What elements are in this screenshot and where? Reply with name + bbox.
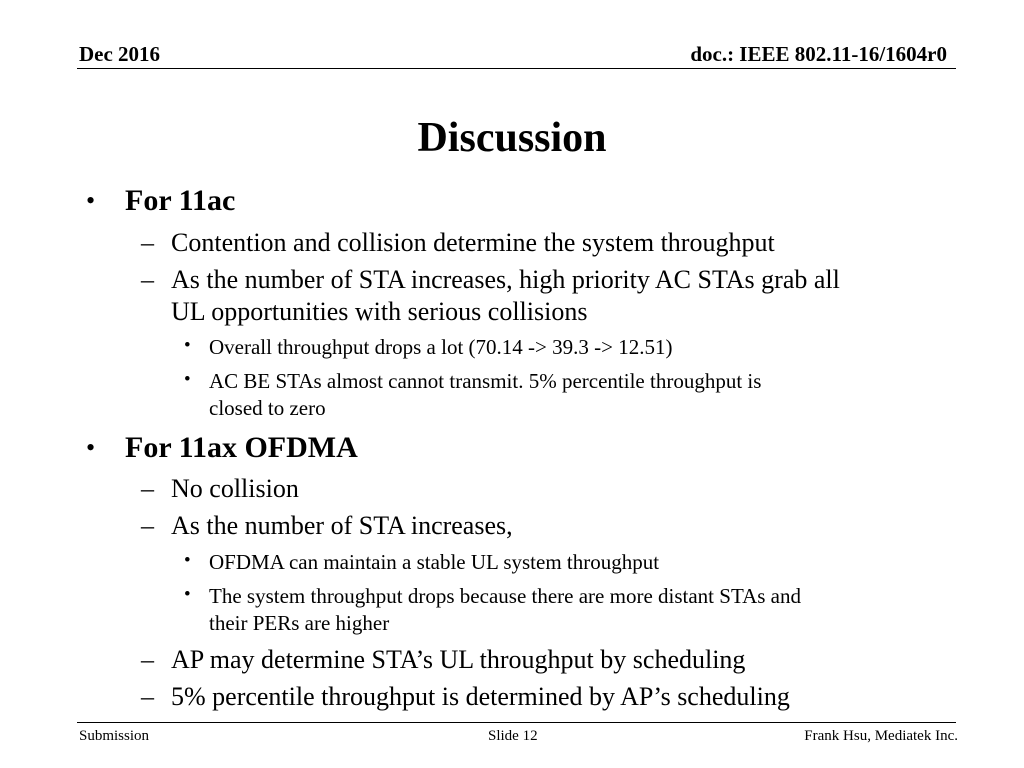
sub-list-item-continuation: closed to zero <box>209 396 326 420</box>
list-item: AP may determine STA’s UL throughput by scheduling <box>171 645 746 674</box>
bullet-icon: • <box>86 186 96 215</box>
sub-list-item: OFDMA can maintain a stable UL system throughput <box>209 550 660 574</box>
dash-icon: – <box>141 682 154 711</box>
sub-list-item: AC BE STAs almost cannot transmit. 5% percentile throughput is <box>209 369 762 393</box>
bullet-icon: • <box>184 335 191 356</box>
dash-icon: – <box>141 645 154 674</box>
dash-icon: – <box>141 511 154 540</box>
section-heading-11ac: For 11ac <box>125 184 236 217</box>
list-item: As the number of STA increases, high priority AC STAs grab all <box>171 265 840 294</box>
list-item: Contention and collision determine the system throughput <box>171 228 775 257</box>
dash-icon: – <box>141 474 154 503</box>
sub-list-item: Overall throughput drops a lot (70.14 -> 39.3 -> 12.51) <box>209 335 673 359</box>
header-divider <box>77 68 956 69</box>
header-doc-id: doc.: IEEE 802.11-16/1604r0 <box>690 42 947 66</box>
bullet-icon: • <box>184 584 191 605</box>
sub-list-item-continuation: their PERs are higher <box>209 611 390 635</box>
list-item-continuation: UL opportunities with serious collisions <box>171 297 588 326</box>
footer-submission: Submission <box>79 728 150 744</box>
list-item: No collision <box>171 474 299 503</box>
sub-list-item: The system throughput drops because there are more distant STAs and <box>209 584 801 608</box>
bullet-icon: • <box>86 433 96 462</box>
list-item: 5% percentile throughput is determined by AP’s scheduling <box>171 682 790 711</box>
section-heading-11ax-ofdma: For 11ax OFDMA <box>125 431 358 464</box>
dash-icon: – <box>141 228 154 257</box>
list-item: As the number of STA increases, <box>171 511 513 540</box>
header-date: Dec 2016 <box>79 42 161 66</box>
footer-author: Frank Hsu, Mediatek Inc. <box>804 728 958 744</box>
dash-icon: – <box>141 265 154 294</box>
slide-title: Discussion <box>417 115 607 161</box>
bullet-icon: • <box>184 550 191 571</box>
footer-divider <box>77 722 956 723</box>
footer-slide-number: Slide 12 <box>488 728 538 744</box>
bullet-icon: • <box>184 369 191 390</box>
